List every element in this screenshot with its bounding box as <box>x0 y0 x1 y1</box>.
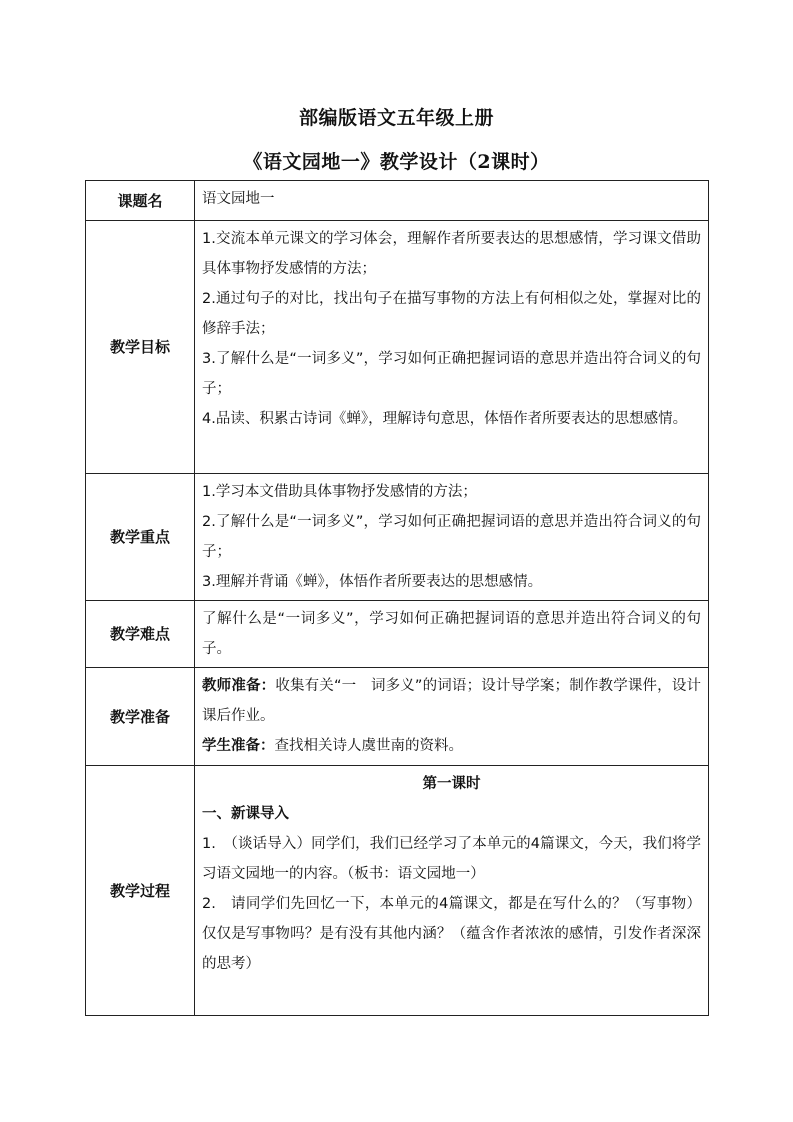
key-point-item: 2.了解什么是“一词多义”，学习如何正确把握词语的意思并造出符合词义的句子； <box>202 514 701 560</box>
preparation-cell <box>195 668 709 766</box>
lesson-heading: 第一课时 <box>422 776 481 792</box>
teacher-preparation-label: 教师准备： <box>202 678 276 694</box>
row-label-key-points: 教学重点 <box>86 474 195 601</box>
process-item: 2. 请同学们先回忆一下，本单元的4篇课文，都是在写什么的？（写事物）仅仅是写事物吗？是有没有其他内涵？（蕴含作者浓浓的感情，引发作者深深的思考） <box>202 896 701 972</box>
table-row-difficulties <box>86 601 709 668</box>
difficulties-cell <box>195 601 709 668</box>
goal-item: 3.了解什么是“一词多义”，学习如何正确把握词语的意思并造出符合词义的句子； <box>202 351 701 397</box>
row-label-topic: 课题名 <box>86 181 195 221</box>
teacher-preparation-text: 收集有关“一 词多义”的词语；设计导学案；制作教学课件，设计课后作业。 <box>202 678 701 724</box>
table-row-process <box>86 766 709 1016</box>
teacher-preparation <box>202 671 701 731</box>
table-row-topic <box>86 181 709 221</box>
key-points-cell <box>195 474 709 601</box>
goals-cell <box>195 221 709 474</box>
row-label-difficulties: 教学难点 <box>86 601 195 668</box>
student-preparation-text: 查找相关诗人虞世南的资料。 <box>274 738 463 754</box>
key-point-item: 3.理解并背诵《蝉》，体悟作者所要表达的思想感情。 <box>202 574 543 590</box>
key-point-item: 1.学习本文借助具体事物抒发感情的方法； <box>202 484 477 500</box>
goal-item: 1.交流本单元课文的学习体会，理解作者所要表达的思想感情，学习课文借助具体事物抒发感情的方法； <box>202 231 701 277</box>
goal-item: 2.通过句子的对比，找出句子在描写事物的方法上有何相似之处，掌握对比的修辞手法； <box>202 291 701 337</box>
table-row-preparation <box>86 668 709 766</box>
goal-item: 4.品读、积累古诗词《蝉》，理解诗句意思，体悟作者所要表达的思想感情。 <box>202 411 688 427</box>
document-title: 部编版语文五年级上册 <box>298 107 494 129</box>
document-subtitle: 《语文园地一》教学设计（2课时） <box>243 151 550 173</box>
student-preparation <box>202 731 701 761</box>
table-row-goals <box>86 221 709 474</box>
difficulties-text: 了解什么是“一词多义”，学习如何正确把握词语的意思并造出符合词义的句子。 <box>202 611 701 657</box>
row-label-preparation: 教学准备 <box>86 668 195 766</box>
process-cell <box>195 766 709 1016</box>
row-label-process: 教学过程 <box>86 766 195 1016</box>
row-label-goals: 教学目标 <box>86 221 195 474</box>
student-preparation-label: 学生准备： <box>202 738 275 754</box>
lesson-plan-table <box>85 180 709 1016</box>
process-item: 1. （谈话导入）同学们，我们已经学习了本单元的4篇课文，今天，我们将学习语文园地一的内容。（板书：语文园地一） <box>202 836 701 882</box>
section-heading: 一、新课导入 <box>202 806 289 822</box>
topic-value: 语文园地一 <box>195 181 709 221</box>
table-row-key-points <box>86 474 709 601</box>
